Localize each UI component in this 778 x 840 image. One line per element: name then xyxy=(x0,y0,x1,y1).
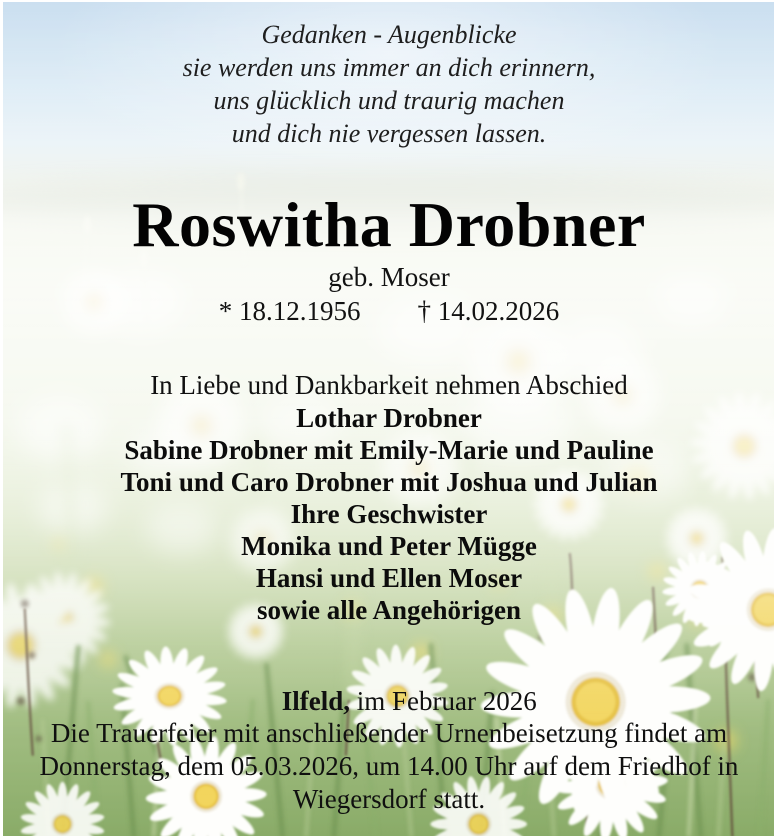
funeral-line-1: Die Trauerfeier mit anschließender Urnenbeisetzung findet am xyxy=(50,718,728,748)
mourner-line: sowie alle Angehörigen xyxy=(257,595,521,625)
birth-date: * 18.12.1956 xyxy=(218,296,361,326)
mourner-line: Lothar Drobner xyxy=(296,403,482,433)
funeral-line-2: Donnerstag, dem 05.03.2026, um 14.00 Uhr auf dem Friedhof in xyxy=(39,751,739,781)
mourners-list xyxy=(0,402,778,626)
epigraph-line-2: sie werden uns immer an dich erinnern, xyxy=(182,53,596,82)
mourner-line: Hansi und Ellen Moser xyxy=(255,563,523,593)
epigraph-line-4: und dich nie vergessen lassen. xyxy=(231,119,547,148)
life-dates xyxy=(0,296,778,327)
mourner-line: Ihre Geschwister xyxy=(290,499,488,529)
death-date: † 14.02.2026 xyxy=(417,296,560,326)
funeral-line-3: Wiegersdorf statt. xyxy=(292,784,486,814)
farewell-intro: In Liebe und Dankbarkeit nehmen Abschied xyxy=(150,370,628,400)
mourner-line: Monika und Peter Mügge xyxy=(241,531,537,561)
deceased-name: Roswitha Drobner xyxy=(132,189,646,260)
funeral-announcement xyxy=(0,717,778,816)
epigraph-verse xyxy=(0,18,778,150)
place-name: Ilfeld, xyxy=(281,686,351,716)
mourner-line: Toni und Caro Drobner mit Joshua und Julian xyxy=(120,467,658,497)
maiden-name: geb. Moser xyxy=(328,262,450,292)
epigraph-line-3: uns glücklich und traurig machen xyxy=(213,86,565,115)
place-date-rest: im Februar 2026 xyxy=(350,686,537,716)
epigraph-line-1: Gedanken - Augenblicke xyxy=(261,20,517,49)
mourner-line: Sabine Drobner mit Emily-Marie und Pauline xyxy=(124,435,654,465)
